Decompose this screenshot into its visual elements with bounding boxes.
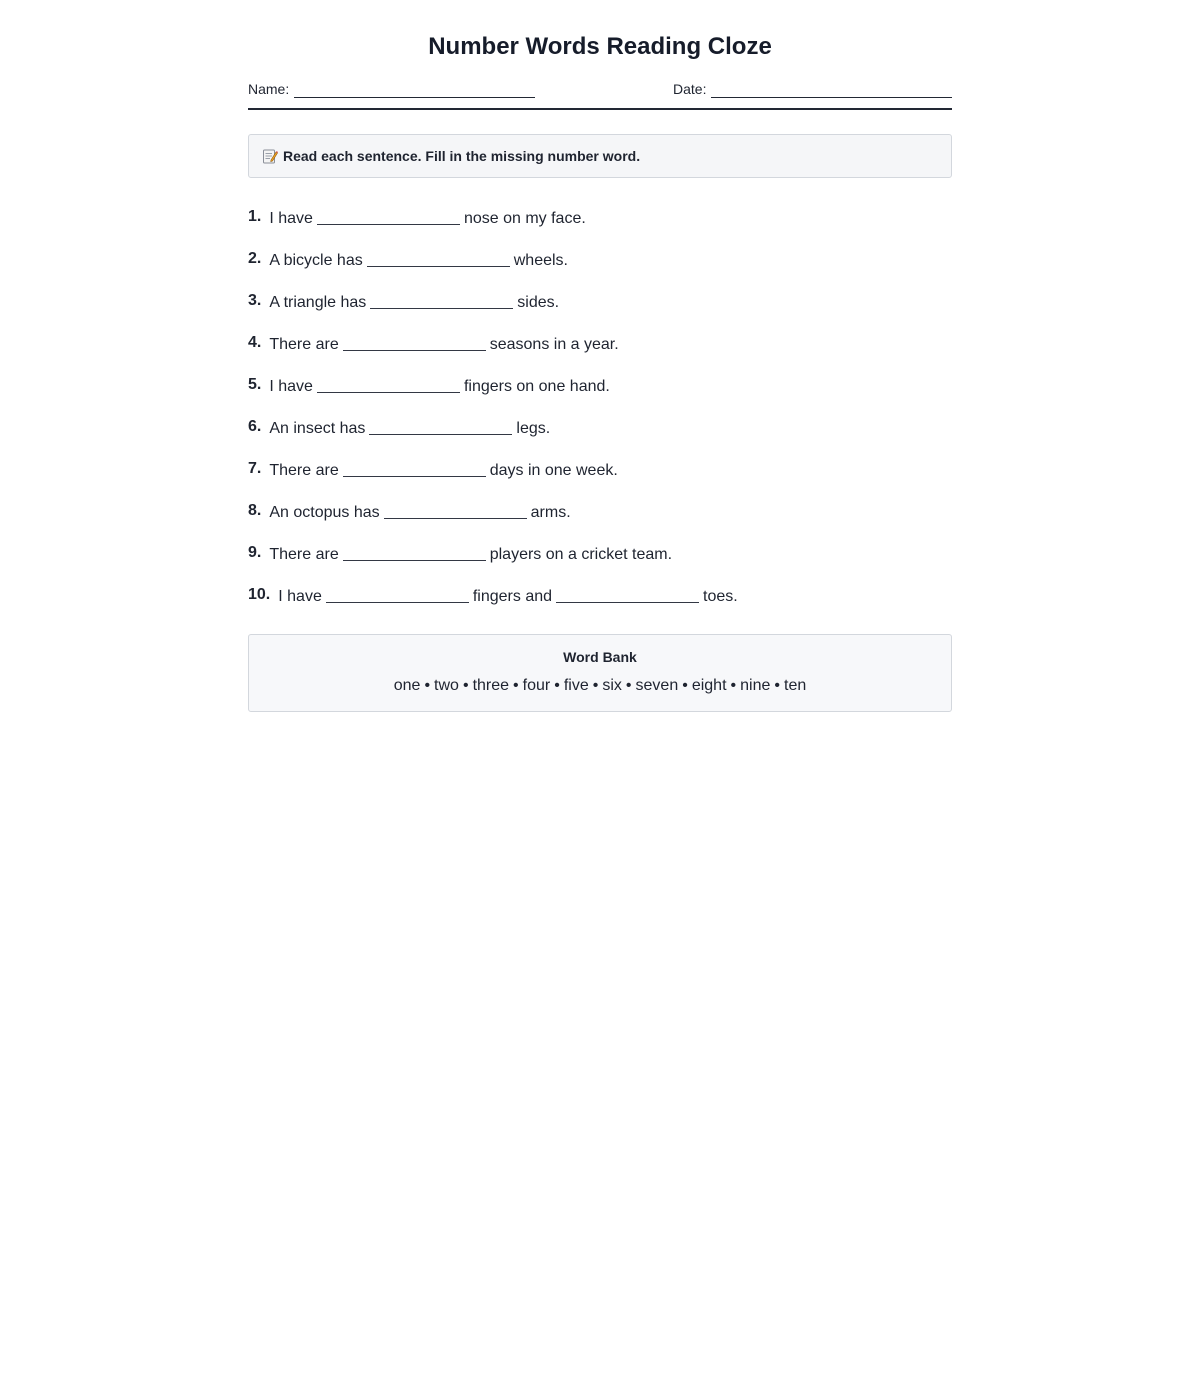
word-separator: • <box>730 677 737 694</box>
answer-blank[interactable] <box>343 544 486 561</box>
question-sentence <box>269 416 550 438</box>
question-sentence <box>269 290 559 312</box>
sentence-part: nose on my face. <box>463 210 586 227</box>
answer-blank[interactable] <box>370 292 513 309</box>
name-label: Name: <box>248 81 290 97</box>
word-bank-word: five <box>563 677 589 694</box>
question-sentence <box>269 206 585 228</box>
sentence-part: A triangle has <box>269 294 367 311</box>
word-separator: • <box>774 677 780 694</box>
word-bank-word: two <box>434 677 459 694</box>
word-separator: • <box>554 677 560 694</box>
question-number: 9. <box>248 544 262 561</box>
question-item <box>248 448 952 490</box>
word-bank-word: nine <box>740 677 771 694</box>
answer-blank[interactable] <box>343 334 486 351</box>
word-bank <box>248 634 952 712</box>
question-number: 2. <box>248 250 262 267</box>
date-field[interactable] <box>673 80 952 98</box>
sentence-part: fingers and <box>472 588 553 605</box>
question-number: 7. <box>248 460 262 477</box>
question-number: 10. <box>248 586 271 603</box>
word-bank-words <box>249 676 951 696</box>
header-fields <box>248 80 952 110</box>
sentence-part: I have <box>269 378 313 395</box>
word-bank-word: one <box>393 677 421 694</box>
instructions-text: Read each sentence. Fill in the missing number word. <box>283 148 641 164</box>
question-item <box>248 238 952 280</box>
question-item <box>248 364 952 406</box>
answer-blank[interactable] <box>317 208 460 225</box>
answer-blank[interactable] <box>343 460 486 477</box>
question-sentence <box>269 374 609 396</box>
word-separator: • <box>682 677 688 694</box>
word-bank-word: ten <box>784 677 807 694</box>
answer-blank[interactable] <box>556 586 699 603</box>
question-sentence <box>269 500 570 522</box>
sentence-part: sides. <box>517 294 560 311</box>
question-sentence <box>278 584 737 606</box>
word-separator: • <box>462 677 469 694</box>
question-sentence <box>269 542 672 564</box>
word-separator: • <box>592 677 599 694</box>
sentence-part: players on a cricket team. <box>489 546 673 563</box>
question-number: 1. <box>248 208 262 225</box>
sentence-part: An octopus has <box>269 504 380 521</box>
question-number: 6. <box>248 418 262 435</box>
question-number: 3. <box>248 292 262 309</box>
word-separator: • <box>424 677 431 694</box>
question-item <box>248 280 952 322</box>
question-sentence <box>269 332 618 354</box>
sentence-part: toes. <box>703 588 738 605</box>
sentence-part: There are <box>269 546 339 563</box>
answer-blank[interactable] <box>369 418 512 435</box>
question-item <box>248 490 952 532</box>
memo-icon <box>262 148 278 164</box>
sentence-part: I have <box>278 588 322 605</box>
sentence-part: legs. <box>516 420 551 437</box>
sentence-part: I have <box>269 210 313 227</box>
question-item <box>248 574 952 616</box>
answer-blank[interactable] <box>317 376 460 393</box>
date-line[interactable] <box>711 82 952 98</box>
question-item <box>248 532 952 574</box>
word-bank-word: three <box>472 677 510 694</box>
page-title: Number Words Reading Cloze <box>428 33 772 60</box>
sentence-part: seasons in a year. <box>489 336 619 353</box>
name-field[interactable] <box>248 80 535 98</box>
question-number: 4. <box>248 334 262 351</box>
instructions-box <box>248 134 952 178</box>
word-separator: • <box>513 677 519 694</box>
question-number: 8. <box>248 502 262 519</box>
answer-blank[interactable] <box>384 502 527 519</box>
word-separator: • <box>625 677 632 694</box>
question-item <box>248 406 952 448</box>
word-bank-title: Word Bank <box>563 649 637 665</box>
question-item <box>248 322 952 364</box>
sentence-part: A bicycle has <box>269 252 363 269</box>
word-bank-word: eight <box>691 677 727 694</box>
answer-blank[interactable] <box>367 250 510 267</box>
question-number: 5. <box>248 376 262 393</box>
sentence-part: days in one week. <box>489 462 618 479</box>
word-bank-word: four <box>522 677 551 694</box>
word-bank-word: seven <box>635 677 679 694</box>
sentence-part: There are <box>269 336 339 353</box>
question-sentence <box>269 248 568 270</box>
sentence-part: There are <box>269 462 339 479</box>
word-bank-word: six <box>602 677 622 694</box>
sentence-part: arms. <box>530 504 571 521</box>
question-list <box>248 196 952 616</box>
sentence-part: An insect has <box>269 420 366 437</box>
question-sentence <box>269 458 617 480</box>
worksheet <box>248 0 952 712</box>
question-item <box>248 196 952 238</box>
sentence-part: wheels. <box>513 252 568 269</box>
sentence-part: fingers on one hand. <box>463 378 610 395</box>
name-line[interactable] <box>294 82 535 98</box>
date-label: Date: <box>673 81 707 97</box>
answer-blank[interactable] <box>326 586 469 603</box>
